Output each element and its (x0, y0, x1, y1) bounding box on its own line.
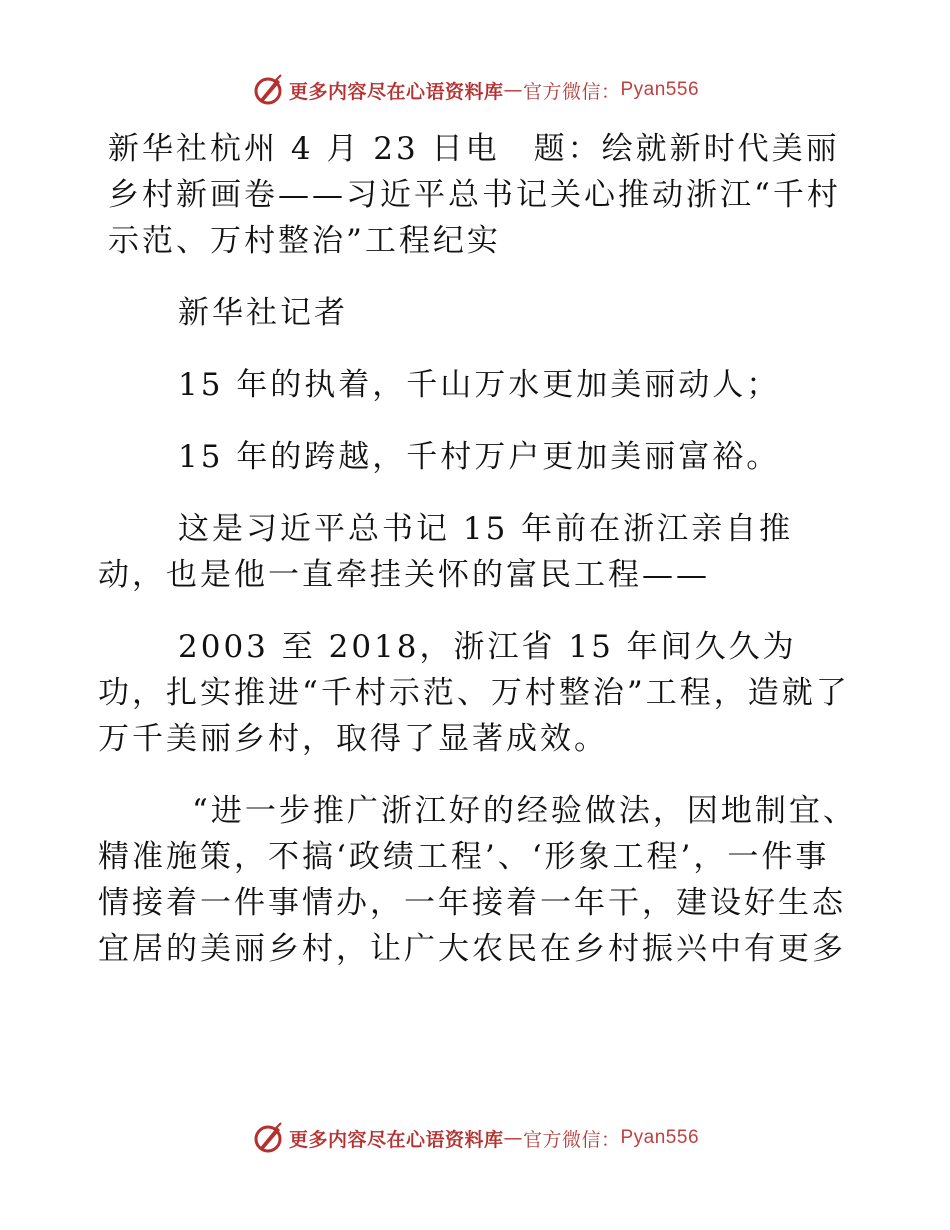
article-paragraph-1: 这是习近平总书记 15 年前在浙江亲自推动，也是他一直牵挂关怀的富民工程—— (98, 511, 794, 593)
article-paragraph-3: “进一步推广浙江好的经验做法，因地制宜、精准施策，不搞‘政绩工程’、‘形象工程’，一件事情接着一件事情办，一年接着一年干，建设好生态宜居的美丽乡村，让广大农民在乡村振兴中有更多 (98, 793, 857, 967)
article-body (98, 126, 858, 998)
watermark-text: 更多内容尽在心语资料库 (288, 80, 504, 103)
watermark-banner-top (0, 70, 950, 110)
article-title: 新华社杭州 4 月 23 日电 题：绘就新时代美丽乡村新画卷——习近平总书记关心推动浙江“千村示范、万村整治”工程纪实 (108, 131, 841, 259)
watermark-wechat-id: Pyan556 (620, 1127, 700, 1148)
article-byline: 新华社记者 (178, 295, 348, 331)
watermark-wechat-id: Pyan556 (620, 79, 700, 100)
article-paragraph-2: 2003 至 2018，浙江省 15 年间久久为功，扎实推进“千村示范、万村整治”工程，造就了万千美丽乡村，取得了显著成效。 (98, 629, 850, 757)
watermark-wechat-label: 官方微信： (522, 1128, 621, 1151)
watermark-wechat-label: 官方微信： (522, 80, 621, 103)
quill-pen-circle-icon (251, 1121, 285, 1155)
article-line-1: 15 年的执着，千山万水更加美丽动人； (178, 367, 781, 403)
watermark-dash: — (503, 1127, 523, 1149)
article-line-2: 15 年的跨越，千村万户更加美丽富裕。 (178, 439, 781, 475)
quill-pen-circle-icon (251, 73, 285, 107)
watermark-dash: — (503, 79, 523, 101)
watermark-text: 更多内容尽在心语资料库 (288, 1128, 504, 1151)
watermark-banner-bottom (0, 1118, 950, 1158)
